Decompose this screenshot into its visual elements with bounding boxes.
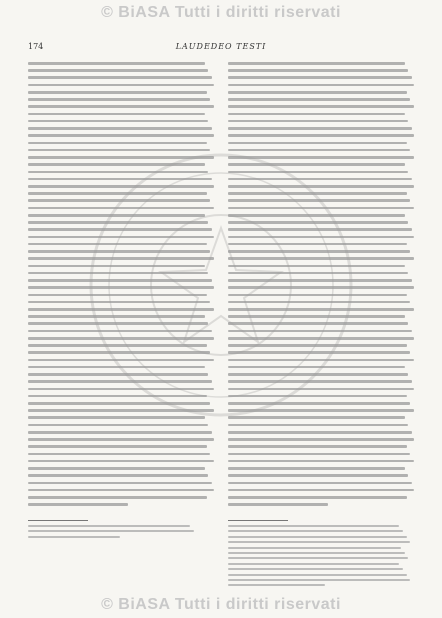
text-line	[228, 416, 405, 419]
text-line	[28, 221, 208, 224]
text-line	[228, 330, 412, 333]
text-line	[228, 113, 405, 116]
footnote-rule-right	[228, 520, 288, 521]
text-line	[28, 134, 214, 137]
text-line	[28, 482, 212, 485]
text-line	[28, 243, 207, 246]
page-header	[28, 42, 414, 56]
text-line	[28, 279, 212, 282]
text-column-right	[228, 62, 414, 511]
text-line	[28, 286, 214, 289]
footnotes-right	[228, 525, 414, 590]
text-line	[228, 380, 412, 383]
text-line	[28, 301, 210, 304]
text-line	[228, 84, 414, 87]
text-line	[228, 236, 414, 239]
text-line	[28, 257, 214, 260]
text-line	[28, 359, 214, 362]
text-line	[228, 221, 408, 224]
text-line	[228, 467, 405, 470]
text-line	[28, 474, 208, 477]
text-line	[28, 105, 214, 108]
text-line	[28, 525, 190, 527]
text-line	[28, 322, 208, 325]
text-line	[228, 489, 414, 492]
text-line	[228, 530, 403, 532]
text-line	[228, 142, 407, 145]
text-line	[28, 250, 210, 253]
text-line	[28, 214, 205, 217]
text-line	[228, 308, 414, 311]
text-line	[28, 366, 205, 369]
text-line	[228, 366, 405, 369]
text-line	[228, 503, 328, 506]
text-line	[228, 315, 405, 318]
text-line	[228, 453, 410, 456]
text-line	[228, 351, 410, 354]
text-line	[28, 142, 207, 145]
watermark-top: © BiASA Tutti i diritti riservati	[101, 4, 341, 21]
text-line	[228, 149, 410, 152]
running-head: LAUDEDEO TESTI	[175, 42, 267, 51]
text-line	[28, 503, 128, 506]
text-line	[28, 438, 214, 441]
text-line	[28, 62, 205, 65]
text-line	[228, 250, 410, 253]
page-number: 174	[28, 42, 44, 51]
text-line	[228, 214, 405, 217]
text-line	[28, 178, 212, 181]
text-line	[228, 185, 414, 188]
text-line	[228, 344, 407, 347]
footnotes-left	[28, 525, 214, 541]
text-line	[28, 308, 214, 311]
text-line	[228, 359, 414, 362]
text-line	[28, 330, 212, 333]
text-line	[28, 460, 214, 463]
text-line	[228, 496, 407, 499]
text-line	[28, 536, 120, 538]
text-line	[228, 171, 408, 174]
text-line	[28, 120, 208, 123]
text-line	[28, 98, 210, 101]
text-line	[228, 91, 407, 94]
text-line	[228, 460, 414, 463]
text-line	[228, 257, 414, 260]
text-line	[28, 91, 207, 94]
text-line	[228, 584, 325, 586]
text-line	[28, 351, 210, 354]
text-line	[28, 207, 214, 210]
text-line	[28, 171, 208, 174]
text-line	[228, 279, 412, 282]
text-line	[228, 127, 412, 130]
text-line	[228, 156, 414, 159]
text-line	[228, 192, 407, 195]
text-line	[228, 388, 414, 391]
text-line	[228, 265, 405, 268]
text-line	[28, 315, 205, 318]
text-line	[28, 416, 205, 419]
text-line	[228, 272, 408, 275]
text-line	[228, 199, 410, 202]
text-line	[28, 192, 207, 195]
text-line	[228, 536, 407, 538]
text-line	[228, 228, 412, 231]
watermark-bottom: © BiASA Tutti i diritti riservati	[101, 596, 341, 613]
text-line	[228, 98, 410, 101]
text-line	[228, 557, 408, 559]
text-line	[28, 530, 194, 532]
text-line	[28, 265, 205, 268]
text-line	[228, 574, 407, 576]
text-line	[28, 489, 214, 492]
text-line	[28, 402, 210, 405]
text-line	[228, 395, 407, 398]
text-line	[228, 207, 414, 210]
text-line	[228, 431, 412, 434]
text-line	[28, 395, 207, 398]
text-line	[228, 402, 410, 405]
text-line	[28, 445, 207, 448]
text-line	[228, 563, 399, 565]
text-line	[228, 474, 408, 477]
text-line	[228, 568, 403, 570]
text-line	[28, 344, 207, 347]
text-line	[28, 156, 214, 159]
text-line	[28, 185, 214, 188]
text-line	[28, 388, 214, 391]
text-line	[228, 76, 412, 79]
text-line	[228, 373, 408, 376]
text-line	[28, 424, 208, 427]
text-line	[28, 236, 214, 239]
text-line	[28, 228, 212, 231]
text-line	[228, 301, 410, 304]
text-line	[28, 69, 208, 72]
text-line	[28, 199, 210, 202]
text-line	[228, 286, 414, 289]
text-line	[28, 76, 212, 79]
text-line	[28, 113, 205, 116]
text-line	[228, 482, 412, 485]
text-line	[228, 541, 410, 543]
text-line	[28, 373, 208, 376]
text-line	[28, 127, 212, 130]
footnote-rule-left	[28, 520, 88, 521]
text-line	[228, 120, 408, 123]
text-line	[228, 409, 414, 412]
text-column-left	[28, 62, 214, 511]
text-line	[228, 547, 401, 549]
text-line	[228, 525, 399, 527]
text-line	[28, 409, 214, 412]
text-line	[28, 337, 214, 340]
text-line	[228, 134, 414, 137]
text-line	[228, 62, 405, 65]
text-line	[228, 105, 414, 108]
text-line	[228, 294, 407, 297]
text-line	[228, 243, 407, 246]
text-line	[28, 496, 207, 499]
text-line	[28, 294, 207, 297]
text-line	[228, 69, 408, 72]
text-line	[28, 272, 208, 275]
text-line	[228, 579, 410, 581]
text-line	[228, 163, 405, 166]
text-line	[28, 467, 205, 470]
text-line	[28, 380, 212, 383]
text-line	[228, 552, 405, 554]
text-line	[228, 438, 414, 441]
text-line	[28, 453, 210, 456]
text-line	[228, 445, 407, 448]
text-line	[28, 163, 205, 166]
text-line	[228, 424, 408, 427]
text-line	[28, 149, 210, 152]
text-line	[28, 431, 212, 434]
text-line	[228, 322, 408, 325]
text-line	[228, 337, 414, 340]
text-line	[228, 178, 412, 181]
text-line	[28, 84, 214, 87]
